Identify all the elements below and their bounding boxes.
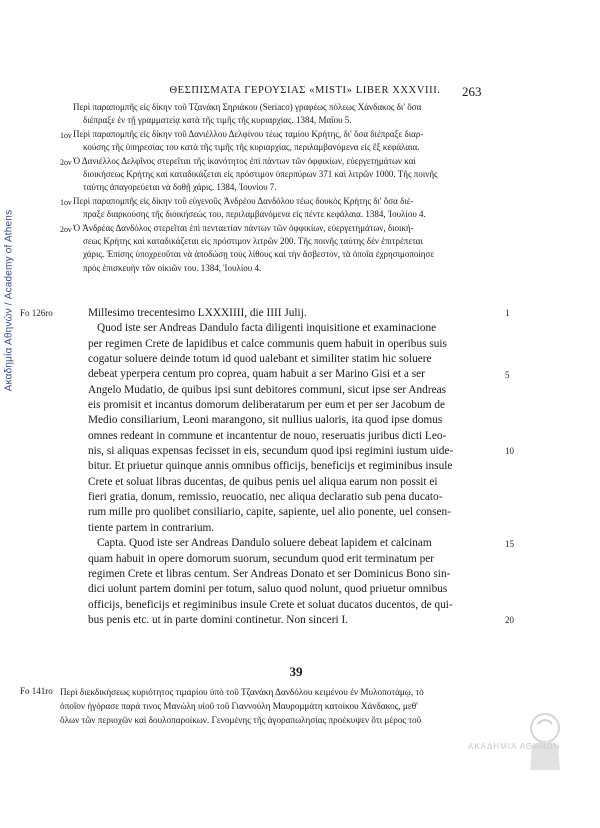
text-line: cogatur soluere deinde totum id quod ualebant et similiter statim hic soluere [88,353,432,366]
summary-line: διοικήσεως Κρήτης καὶ καταδικάζεται εἰς πρόστιμον ὑπερπύρων 371 καὶ λιτρῶν 1000. Τῆς ποινῆς [83,169,438,180]
line-number: 1 [505,308,510,318]
summary-line: Περὶ παραπομπῆς εἰς δίκην τοῦ εὐγενοῦς Ἀνδρέου Δανδόλου τέως δουκὸς Κρήτης δι' ὅσα διέ- [73,195,414,206]
section-number: 39 [289,664,303,679]
summary-line: σεως Κρήτης καὶ καταδικάζεται εἰς πρόστιμον λιτρῶν 200. Τῆς ποινῆς ταύτης δὲν ἐπιτρέπεται [83,236,423,247]
summary-label: 2ον [60,224,72,234]
greek-summaries [60,101,500,275]
text-line: ὁποῖον ἠγόρασε παρά τινος Μανώλη υἱοῦ τοῦ Γιαννούλη Μαυρομμάτη κατοίκου Χάνδακος, μεθ' [60,701,418,712]
summary-line: Ὁ Δανιέλλος Δελφῖνος στερεῖται τῆς ἱκανότητος ἐπὶ πάντων τῶν ὀφφικίων, εὐεργετημάτων καὶ [73,155,416,166]
archive-stamp [2,150,16,450]
text-line: Capta. Quod iste ser Andreas Dandulo soluere debeat lapidem et calcinam [97,537,432,550]
summary-item [60,195,500,222]
summary-item [60,155,500,195]
running-header: ΘΕΣΠΙΣΜΑΤΑ ΓΕΡΟΥΣΙΑΣ «MISTI» LIBER XXXVIII. [169,85,441,96]
folio-marker: Fo 141ro [20,686,53,696]
text-line: bus penis etc. ut in parte domini continetur. Non sinceri I. [88,613,349,626]
line-number: 5 [505,370,510,380]
line-number: 20 [505,615,514,625]
summary-line: κούσης τῆς ὑπηρεσίας του κατὰ τῆς τιμῆς τῆς κυριαρχίας, περιλαμβανόμενα εἰς ἓξ κεφάλαια. [83,142,420,153]
latin-text [88,306,489,628]
summary-label: 1ον [60,197,72,207]
text-line: Περὶ διεκδικήσεως κυριότητος τιμαρίου ὑπὸ τοῦ Τζανάκη Δανδόλου κειμένου ἐν Μυλοποτάμῳ, τὸ [60,687,424,697]
archive-stamp-text: Ακαδημία Αθηνών / Academy of Athens [3,209,15,391]
summary-line: Περὶ παραπομπῆς εἰς δίκην τοῦ Δανιέλλου Δελφίνου τέως ταμίου Κρήτης, δι' ὅσα διέπραξε διαρ- [73,128,424,139]
text-line: ὅλων τῶν περιοχῶν καὶ δουλοπαροίκων. Γενομένης τῆς ἀγοραπωλησίας προέκυψεν ὅτι μέρος τοῦ [60,715,422,726]
text-line: nis, si aliquas expensas fecisset in eis, secundum quod ipsi regimini iustum uide- [88,445,454,458]
text-line: rum mille pro quolibet consiliario, capite, sapiente, uel alio ponente, uel consen- [88,506,451,519]
text-line: regimen Crete et libras centum. Ser Andreas Donato et ser Dominicus Bono sin- [88,567,451,580]
summary-line: ταύτης ἀπαγορεύεται νὰ δοθῇ χάρις. 1384, Ἰουνίου 7. [83,182,277,193]
summary-line: χάρις. Ἐπίσης ὑποχρεοῦται νὰ ἀποδώσῃ τοὺς λίθους καὶ τὴν ἄσβεστον, τὰ ὁποῖα ἐχρησιμοποίησε [83,249,435,260]
summary-line: πρὸς ἐπισκευὴν τῶν οἰκιῶν του. 1384, Ἰουλίου 4. [83,262,262,273]
text-line: Quod iste ser Andreas Dandulo facta diligenti inquisitione et examinacione [97,322,437,335]
summary-line: διέπραξε ἐν τῇ γραμματείᾳ κατὰ τῆς τιμῆς τῆς κυριαρχίας. 1384, Μαΐου 5. [83,115,352,126]
folio-marker: Fo 126ro [20,308,53,318]
page-number: 263 [462,84,482,99]
latin-paragraph-1 [88,321,489,536]
summary-line: Ὁ Ἀνδρέας Δανδόλος στερεῖται ἐπὶ πενταετίαν πάντων τῶν ὀφφικίων, εὐεργετημάτων, διοική- [73,222,414,233]
summary-line: πραξε διαρκούσης τῆς διοικήσεώς του, περιλαμβανόμενα εἰς πέντε κεφάλαια. 1384, Ἰουλίου 4. [83,209,426,220]
text-line: officijs, beneficijs et regiminibus insule Crete et soluat ducatos ducentos, de qui- [88,598,453,611]
text-line: tiente partem in contrarium. [88,521,215,534]
summary-item [60,128,500,155]
text-line: eis promisit et incantus domorum deliberatarum per eum et per ser Jacobum de [88,399,445,412]
line-number: 10 [505,446,514,456]
text-line: bitur. Et priuetur quinque annis omnibus officijs, beneficijs et regiminibus insule [88,460,453,473]
watermark-text: ΑΚΑΔΗΜΙΑ ΑΘΗΝΩΝ [468,742,561,751]
date-line: Millesimo trecentesimo LXXXIIII, die IIII Julij. [88,307,307,319]
summary-item [60,222,500,276]
text-line: Crete et soluat libras ducentas, de quibus penis uel aliqua earum non possit ei [88,475,438,488]
summary-label: 2ον [60,157,72,167]
greek-paragraph [60,685,505,728]
text-line: omnes redeant in commune et incantentur de nouo, reseruatis juribus dicti Leo- [88,429,447,442]
line-number: 15 [505,539,514,549]
text-line: fieri gratia, donum, remissio, reuocatio, nec aliqua declaratio sub pena ducato- [88,491,443,504]
text-line: quam habuit in opere domorum suorum, secundum quod erit terminatum per [88,552,435,565]
text-line: Angelo Mudatio, de quibus ipsi sunt debitores communi, sicut ipse ser Andreas [88,383,447,396]
text-line: per regimen Crete de lapidibus et calce communis quem habuit in operibus suis [88,337,447,350]
summary-item [60,101,500,128]
summary-line: Περὶ παραπομπῆς εἰς δίκην τοῦ Τζανάκη Σηριάκου (Seriaco) γραφέως πόλεως Χάνδακος δι' ὅσα [73,102,422,112]
summary-label [60,101,73,128]
text-line: Medio consiliarium, Leoni marangono, sit nullius ualoris, ita quod ipse domus [88,414,443,427]
academy-seal-icon [510,700,580,780]
text-line: dici uolunt partem domini per totum, saluo quod nolunt, quod priuetur omnibus [88,583,448,596]
summary-label: 1ον [60,130,72,140]
text-line: debeat yperpera centum pro coprea, quam habuit a ser Marino Gisi et a ser [88,368,425,381]
latin-paragraph-2 [88,536,489,628]
